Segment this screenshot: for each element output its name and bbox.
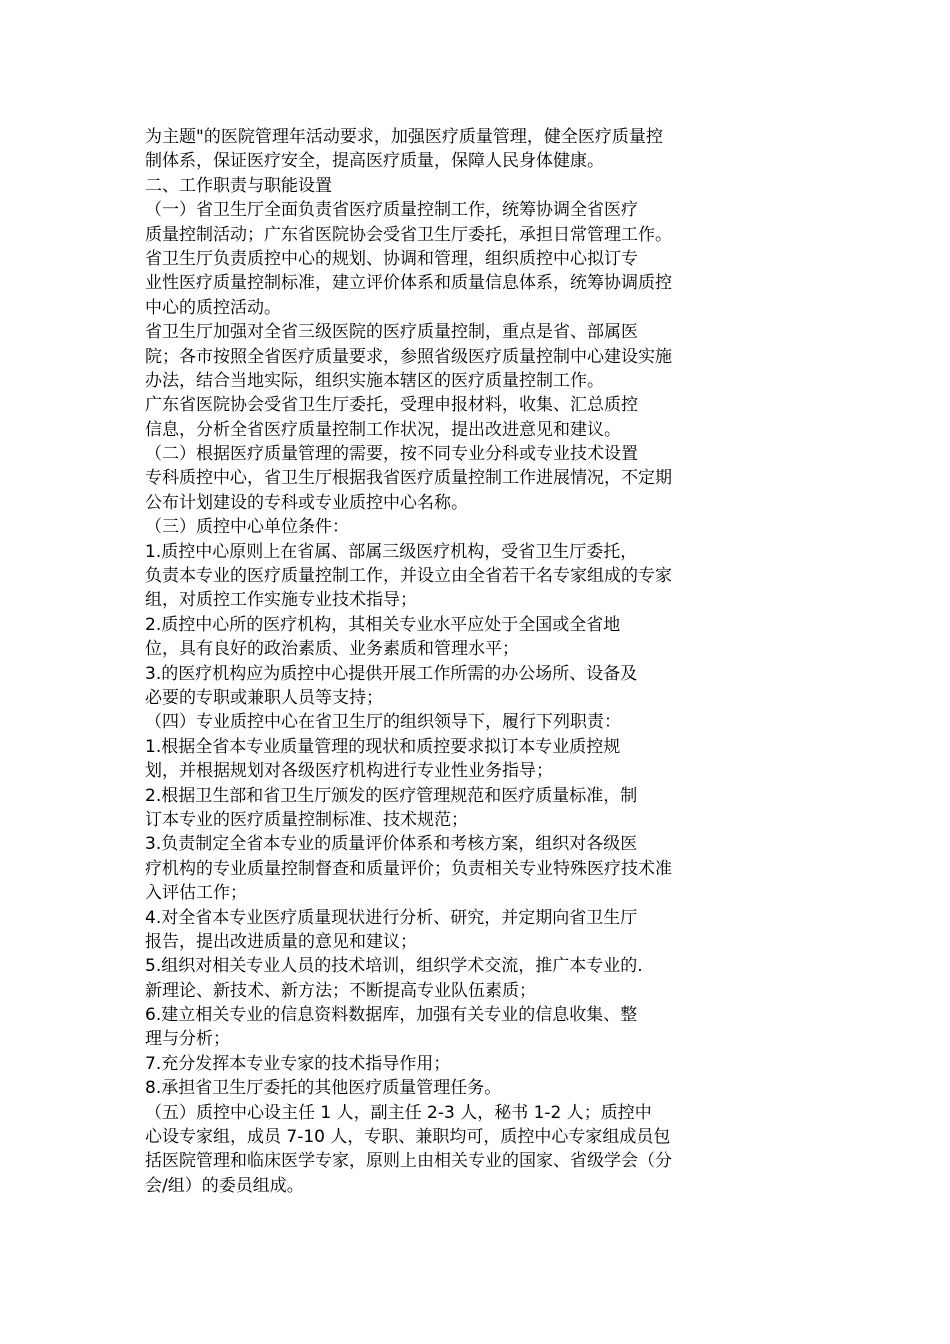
text-line: 报告，提出改进质量的意见和建议； [145,931,417,952]
text-line: 公布计划建设的专科或专业质控中心名称。 [145,492,468,513]
text-line: （五）质控中心设主任 1 人，副主任 2-3 人，秘书 1-2 人；质控中 [145,1102,652,1123]
text-line: 质量控制活动；广东省医院协会受省卫生厅委托，承担日常管理工作。 [145,224,672,245]
text-line: 中心的质控活动。 [145,297,281,318]
text-line: （二）根据医疗质量管理的需要，按不同专业分科或专业技术设置 [145,444,638,465]
text-line: 心设专家组，成员 7-10 人，专职、兼职均可，质控中心专家组成员包 [145,1127,671,1148]
text-line: 3.负责制定全省本专业的质量评价体系和考核方案，组织对各级医 [145,834,638,855]
text-line: 划，并根据规划对各级医疗机构进行专业性业务指导； [145,761,553,782]
text-line: 制体系，保证医疗安全，提高医疗质量，保障人民身体健康。 [145,151,604,172]
text-line: （四）专业质控中心在省卫生厅的组织领导下，履行下列职责： [145,712,621,733]
text-line: 2.根据卫生部和省卫生厅颁发的医疗管理规范和医疗质量标准，制 [145,785,638,806]
text-line: 必要的专职或兼职人员等支持； [145,687,383,708]
text-line: 2.质控中心所的医疗机构，其相关专业水平应处于全国或全省地 [145,614,621,635]
text-line: 省卫生厅加强对全省三级医院的医疗质量控制，重点是省、部属医 [145,322,638,343]
text-line: 1.根据全省本专业质量管理的现状和质控要求拟订本专业质控规 [145,736,621,757]
text-line: 7.充分发挥本专业专家的技术指导作用； [145,1053,451,1074]
text-line: 1.质控中心原则上在省属、部属三级医疗机构，受省卫生厅委托， [145,541,638,562]
text-line: 负责本专业的医疗质量控制工作，并设立由全省若干名专家组成的专家 [145,566,672,587]
text-line: 信息，分析全省医疗质量控制工作状况，提出改进意见和建议。 [145,419,621,440]
text-line: 疗机构的专业质量控制督查和质量评价；负责相关专业特殊医疗技术准 [145,858,672,879]
document-body [145,125,745,1198]
text-line: 5.组织对相关专业人员的技术培训，组织学术交流，推广本专业的. [145,956,643,977]
text-line: 会/组）的委员组成。 [145,1175,304,1196]
text-line: 二、工作职责与职能设置 [145,175,332,196]
text-line: 6.建立相关专业的信息资料数据库，加强有关专业的信息收集、整 [145,1005,638,1026]
text-line: （一）省卫生厅全面负责省医疗质量控制工作，统筹协调全省医疗 [145,200,638,221]
text-line: 4.对全省本专业医疗质量现状进行分析、研究，并定期向省卫生厅 [145,907,638,928]
text-line: 订本专业的医疗质量控制标准、技术规范； [145,809,468,830]
text-line: 为主题"的医院管理年活动要求，加强医疗质量管理，健全医疗质量控 [145,127,663,147]
text-line: 8.承担省卫生厅委托的其他医疗质量管理任务。 [145,1078,502,1099]
text-line: 组，对质控工作实施专业技术指导； [145,590,417,611]
text-line: 省卫生厅负责质控中心的规划、协调和管理，组织质控中心拟订专 [145,248,638,269]
text-line: 院；各市按照全省医疗质量要求，参照省级医疗质量控制中心建设实施 [145,346,672,367]
text-line: 3.的医疗机构应为质控中心提供开展工作所需的办公场所、设备及 [145,663,638,684]
text-line: （三）质控中心单位条件： [145,517,349,538]
text-line: 业性医疗质量控制标准，建立评价体系和质量信息体系，统筹协调质控 [145,273,672,294]
text-line: 新理论、新技术、新方法；不断提高专业队伍素质； [145,980,536,1001]
text-line: 括医院管理和临床医学专家，原则上由相关专业的国家、省级学会（分 [145,1151,672,1172]
text-line: 位，具有良好的政治素质、业务素质和管理水平； [145,639,519,660]
text-line: 入评估工作； [145,883,247,904]
text-line: 办法，结合当地实际，组织实施本辖区的医疗质量控制工作。 [145,370,604,391]
text-line: 理与分析； [145,1029,230,1050]
text-line: 专科质控中心，省卫生厅根据我省医疗质量控制工作进展情况，不定期 [145,468,672,489]
text-line: 广东省医院协会受省卫生厅委托，受理申报材料，收集、汇总质控 [145,395,638,416]
